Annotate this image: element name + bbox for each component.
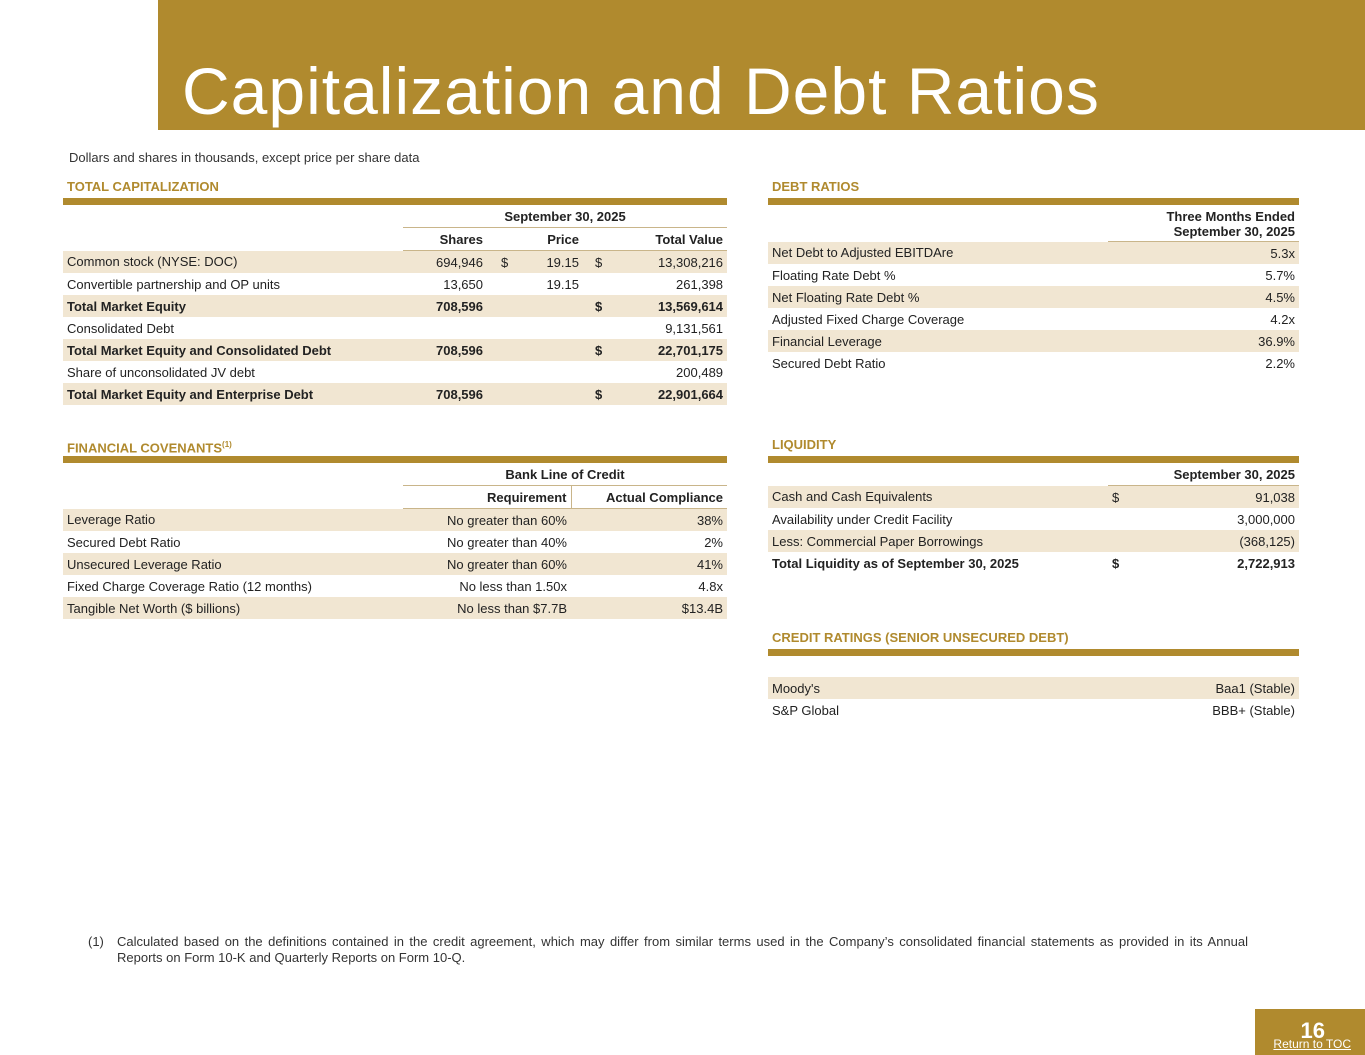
col-header-requirement: Requirement [403,486,571,509]
table-row: Cash and Cash Equivalents $ 91,038 [768,486,1299,509]
period-header: Three Months Ended September 30, 2025 [1108,205,1299,242]
credit-ratings-section [768,629,1299,721]
table-row: Floating Rate Debt % 5.7% [772,267,1295,283]
section-heading: CREDIT RATINGS (SENIOR UNSECURED DEBT) [772,630,1069,645]
table-row: Convertible partnership and OP units 13,650 19.15 261,398 [67,276,724,292]
page-number: 16 [1300,1018,1325,1043]
total-capitalization-table [63,205,727,405]
total-capitalization-section [63,178,727,405]
page-number-box [1255,1009,1365,1055]
table-row: Tangible Net Worth ($ billions) No less than $7.7B $13.4B [63,597,727,619]
table-row: Total Market Equity and Consolidated Debt 708,596 $ 22,701,175 [63,339,727,361]
section-heading: DEBT RATIOS [772,179,860,194]
table-row: Adjusted Fixed Charge Coverage 4.2x [772,311,1295,327]
table-row: Total Market Equity 708,596 $ 13,569,614 [63,295,727,317]
page-title: Capitalization and Debt Ratios [182,54,1100,128]
debt-ratios-table [768,205,1299,374]
col-header-price: Price [517,228,583,251]
table-row: Consolidated Debt 9,131,561 [67,320,724,336]
table-row: Secured Debt Ratio No greater than 40% 2% [67,534,723,550]
table-row: Total Market Equity and Enterprise Debt 708,596 $ 22,901,664 [63,383,727,405]
table-row: Unsecured Leverage Ratio No greater than 60% 41% [63,553,727,575]
liquidity-table [768,463,1299,574]
section-rule [63,198,727,205]
col-header-total-value: Total Value [613,228,727,251]
period-header: September 30, 2025 [403,205,727,228]
footnote [88,934,1248,966]
period-header: September 30, 2025 [1108,463,1299,486]
table-row: Moody's Baa1 (Stable) [768,677,1299,699]
section-rule [768,198,1299,205]
footnote-text: Calculated based on the definitions contained in the credit agreement, which may differ from similar terms used in the Company’s consolidated financial statements as provided in its Annual Reports on Form 10-K and Quarterly Reports on Form 10-Q. [117,934,1248,965]
units-note: Dollars and shares in thousands, except price per share data [69,150,420,165]
table-row: Financial Leverage 36.9% [768,330,1299,352]
section-heading: TOTAL CAPITALIZATION [67,179,219,194]
section-rule [768,456,1299,463]
footnote-mark: (1) [222,440,232,449]
table-row: Leverage Ratio No greater than 60% 38% [63,509,727,532]
table-row: Net Floating Rate Debt % 4.5% [768,286,1299,308]
debt-ratios-section [768,178,1299,374]
col-header-actual-compliance: Actual Compliance [571,486,727,509]
table-row: Net Debt to Adjusted EBITDAre 5.3x [768,242,1299,265]
table-row: Total Liquidity as of September 30, 2025 $ 2,722,913 [772,555,1295,571]
section-rule [63,456,727,463]
section-heading: LIQUIDITY [772,437,837,452]
section-heading: FINANCIAL COVENANTS$^{(1)}$ [67,440,232,456]
liquidity-section [768,436,1299,574]
table-row: Secured Debt Ratio 2.2% [772,355,1295,371]
table-row: Less: Commercial Paper Borrowings (368,125) [768,530,1299,552]
financial-covenants-table [63,463,727,619]
section-rule [768,649,1299,656]
financial-covenants-section [63,436,727,619]
table-row: S&P Global BBB+ (Stable) [772,702,1295,718]
return-to-toc-link[interactable]: Return to TOC [1273,1037,1351,1051]
credit-ratings-table [768,677,1299,721]
footnote-number: (1) [88,934,104,949]
table-row: Share of unconsolidated JV debt 200,489 [67,364,724,380]
col-header-shares: Shares [403,228,487,251]
group-header: Bank Line of Credit [403,463,727,486]
table-row: Common stock (NYSE: DOC) 694,946 $ 19.15 $ 13,308,216 [63,251,727,274]
table-row: Fixed Charge Coverage Ratio (12 months) No less than 1.50x 4.8x [67,578,723,594]
table-row: Availability under Credit Facility 3,000,000 [772,511,1295,527]
